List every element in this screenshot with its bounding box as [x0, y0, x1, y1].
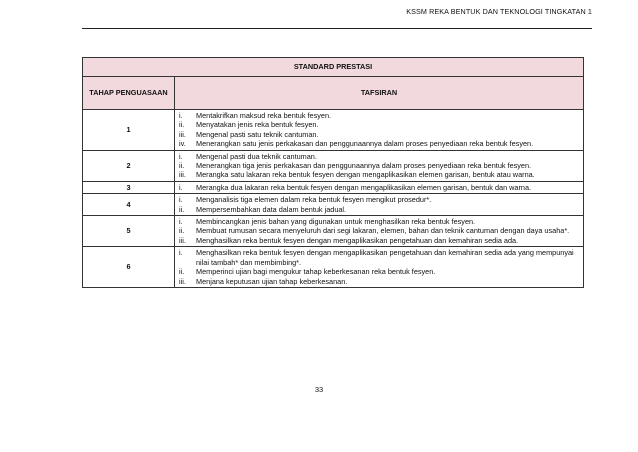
item-number: iii.: [179, 129, 186, 139]
list-item: [179, 267, 579, 276]
item-number: ii.: [179, 226, 185, 236]
item-number: ii.: [179, 120, 185, 130]
description-cell: [175, 216, 584, 247]
list-item: [179, 248, 579, 267]
page-number: 33: [314, 385, 324, 394]
list-item: [179, 130, 579, 139]
table-row: [83, 216, 584, 247]
list-item: [179, 205, 579, 214]
list-item: [179, 195, 579, 204]
list-item: [179, 236, 579, 245]
item-number: ii.: [179, 204, 185, 214]
item-number: i.: [179, 248, 183, 258]
list-item: [179, 111, 579, 120]
item-number: iv.: [179, 139, 186, 149]
description-cell: [175, 194, 584, 216]
table-body: [83, 110, 584, 288]
list-item: [179, 120, 579, 129]
header-rule: [82, 28, 592, 29]
column-header-level: TAHAP PENGUASAAN: [83, 77, 175, 110]
list-item: [179, 183, 579, 192]
item-text: Mentakrifkan maksud reka bentuk fesyen.: [196, 111, 332, 120]
level-cell: 3: [83, 181, 175, 193]
list-item: [179, 170, 579, 179]
description-cell: [175, 247, 584, 288]
list-item: [179, 139, 579, 148]
level-cell: 4: [83, 194, 175, 216]
item-text: Menerangkan tiga jenis perkakasan dan penggunaannya dalam proses penyediaan reka bentuk fesyen.: [196, 161, 532, 171]
item-number: i.: [179, 182, 183, 192]
description-cell: [175, 181, 584, 193]
item-text: Menjana keputusan ujian tahap keberkesanan.: [196, 276, 348, 286]
level-cell: 2: [83, 150, 175, 181]
table-row: [83, 181, 584, 193]
table-row: [83, 150, 584, 181]
description-cell: [175, 150, 584, 181]
document-header: KSSM REKA BENTUK DAN TEKNOLOGI TINGKATAN 1: [406, 7, 592, 16]
table-row: [83, 247, 584, 288]
item-number: iii.: [179, 276, 186, 286]
table-title: STANDARD PRESTASI: [83, 58, 584, 77]
item-text: Membincangkan jenis bahan yang digunakan untuk menghasilkan reka bentuk fesyen.: [196, 217, 476, 227]
standard-prestasi-table: [82, 57, 584, 288]
list-item: [179, 226, 579, 235]
item-text: Merangka dua lakaran reka bentuk fesyen dengan mengaplikasikan elemen garisan, bentuk dan warna.: [196, 182, 532, 192]
item-number: i.: [179, 217, 183, 227]
item-number: iii.: [179, 235, 186, 245]
item-number: i.: [179, 151, 183, 161]
item-text: Menyatakan jenis reka bentuk fesyen.: [196, 120, 319, 130]
table-row: [83, 194, 584, 216]
level-cell: 1: [83, 110, 175, 151]
list-item: [179, 161, 579, 170]
item-text: Memperinci ujian bagi mengukur tahap keberkesanan reka bentuk fesyen.: [196, 267, 436, 277]
item-text: Menerangkan satu jenis perkakasan dan penggunaannya dalam proses penyediaan reka bentuk fesyen.: [196, 139, 534, 149]
description-cell: [175, 110, 584, 151]
item-text: Merangka satu lakaran reka bentuk fesyen dengan mengaplikasikan elemen garisan, bentuk atau warna.: [196, 170, 535, 180]
item-number: ii.: [179, 267, 185, 277]
item-text: Menghasilkan reka bentuk fesyen dengan mengaplikasikan pengetahuan dan kemahiran sedia ada.: [196, 235, 519, 245]
item-text: Menganalisis tiga elemen dalam reka bentuk fesyen mengikut prosedur*.: [196, 195, 432, 205]
list-item: [179, 152, 579, 161]
table-row: [83, 110, 584, 151]
column-header-description: TAFSIRAN: [175, 77, 584, 110]
item-text: Mempersembahkan data dalam bentuk jadual.: [196, 204, 347, 214]
item-number: i.: [179, 195, 183, 205]
item-text: Mengenal pasti dua teknik cantuman.: [196, 151, 317, 161]
item-text: Menghasilkan reka bentuk fesyen dengan mengaplikasikan pengetahuan dan kemahiran sedia ada yang mempunyai nilai tambah* dan membimbing*.: [196, 248, 574, 267]
item-text: Membuat rumusan secara menyeluruh dari segi lakaran, elemen, bahan dan teknik cantuman dengan daya usaha*.: [196, 226, 570, 236]
level-cell: 5: [83, 216, 175, 247]
list-item: [179, 217, 579, 226]
item-number: ii.: [179, 161, 185, 171]
level-cell: 6: [83, 247, 175, 288]
list-item: [179, 277, 579, 286]
item-number: iii.: [179, 170, 186, 180]
item-text: Mengenal pasti satu teknik cantuman.: [196, 129, 319, 139]
item-number: i.: [179, 111, 183, 120]
